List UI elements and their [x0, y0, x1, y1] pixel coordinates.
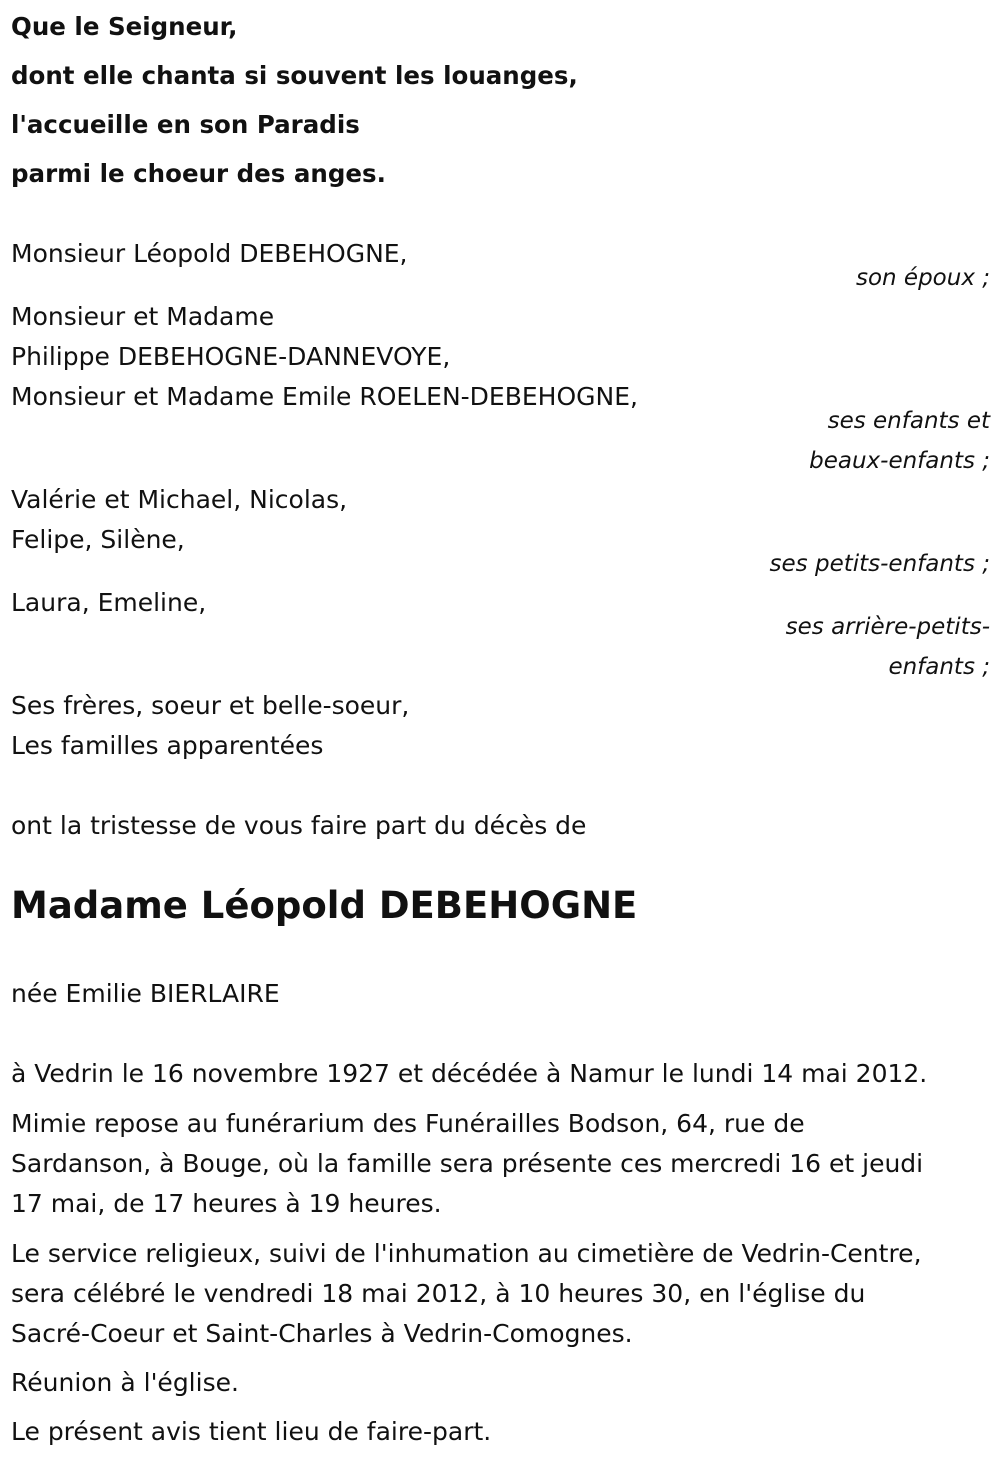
service-line-2: sera célébré le vendredi 18 mai 2012, à 10 heures 30, en l'église du — [11, 1279, 866, 1308]
service-line-1: Le service religieux, suivi de l'inhumation au cimetière de Vedrin-Centre, — [11, 1239, 922, 1268]
announcement: ont la tristesse de vous faire part du décès de — [11, 811, 587, 840]
verse-line-1: Que le Seigneur, — [11, 12, 238, 41]
children-role-line-1: ses enfants et — [827, 408, 990, 434]
children-line-2: Philippe DEBEHOGNE-DANNEVOYE, — [11, 342, 451, 371]
born-as: née Emilie BIERLAIRE — [11, 979, 280, 1008]
children-role-line-2: beaux-enfants ; — [809, 448, 990, 474]
service-line-3: Sacré-Coeur et Saint-Charles à Vedrin-Comognes. — [11, 1319, 633, 1348]
others-line-2: Les familles apparentées — [11, 731, 324, 760]
rest-line-2: Sardanson, à Bouge, où la famille sera présente ces mercredi 16 et jeudi — [11, 1149, 924, 1178]
great-grandchildren: Laura, Emeline, — [11, 588, 207, 617]
children-line-3: Monsieur et Madame Emile ROELEN-DEBEHOGNE, — [11, 382, 638, 411]
spouse-role: son époux ; — [855, 265, 990, 291]
meeting-line: Réunion à l'église. — [11, 1368, 239, 1397]
deceased-name: Madame Léopold DEBEHOGNE — [11, 884, 638, 927]
grandchildren-line-2: Felipe, Silène, — [11, 525, 185, 554]
spouse-name: Monsieur Léopold DEBEHOGNE, — [11, 239, 408, 268]
verse-line-3: l'accueille en son Paradis — [11, 110, 360, 139]
children-line-1: Monsieur et Madame — [11, 302, 275, 331]
great-grandchildren-role-line-1: ses arrière-petits- — [785, 614, 990, 640]
notice-line: Le présent avis tient lieu de faire-part. — [11, 1417, 492, 1446]
great-grandchildren-role-line-2: enfants ; — [888, 654, 990, 680]
rest-line-1: Mimie repose au funérarium des Funérailles Bodson, 64, rue de — [11, 1109, 805, 1138]
verse-line-2: dont elle chanta si souvent les louanges, — [11, 61, 578, 90]
verse-line-4: parmi le choeur des anges. — [11, 159, 386, 188]
rest-line-3: 17 mai, de 17 heures à 19 heures. — [11, 1189, 442, 1218]
grandchildren-role: ses petits-enfants ; — [769, 551, 990, 577]
grandchildren-line-1: Valérie et Michael, Nicolas, — [11, 485, 348, 514]
dates-line: à Vedrin le 16 novembre 1927 et décédée à Namur le lundi 14 mai 2012. — [11, 1059, 928, 1088]
others-line-1: Ses frères, soeur et belle-soeur, — [11, 691, 410, 720]
